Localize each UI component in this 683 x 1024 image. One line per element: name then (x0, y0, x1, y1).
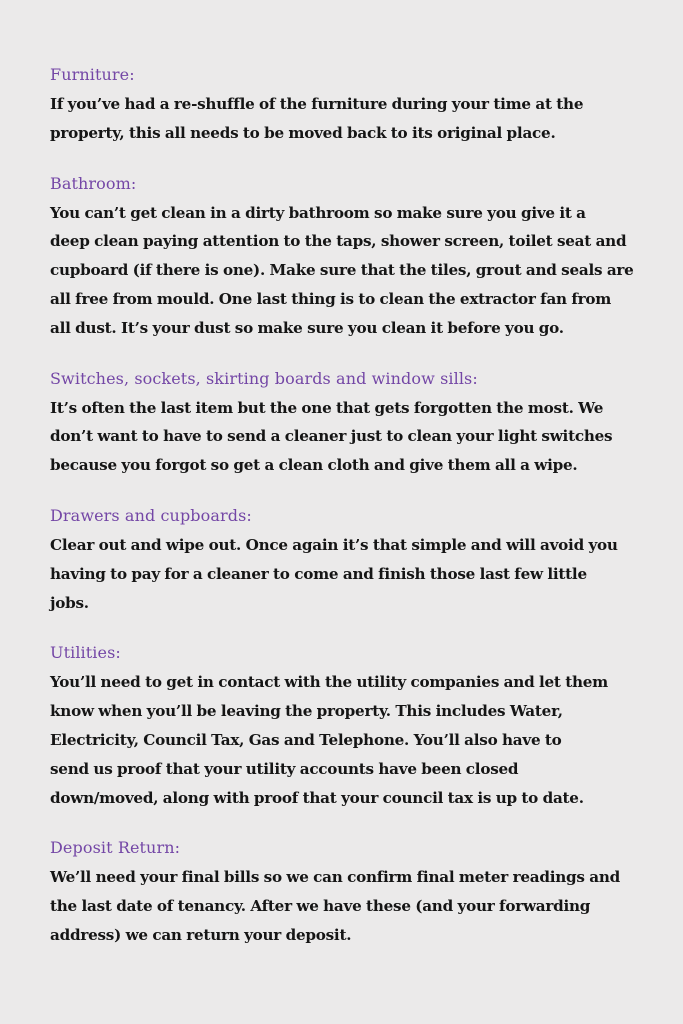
body-line: all free from mould. One last thing is to clean the extractor fan from (50, 289, 612, 308)
section-switches-sockets (50, 365, 643, 480)
body-line: send us proof that your utility accounts have been closed (50, 759, 519, 778)
section-heading: Drawers and cupboards: (50, 505, 252, 525)
section-body (50, 199, 643, 343)
body-line: jobs. (50, 593, 89, 612)
body-line: If you’ve had a re-shuffle of the furniture during your time at the (50, 95, 584, 113)
body-line: Electricity, Council Tax, Gas and Telephone. You’ll also have to (50, 730, 562, 749)
body-line: You’ll need to get in contact with the utility companies and let them (50, 673, 608, 692)
section-heading: Switches, sockets, skirting boards and window sills: (50, 368, 478, 388)
body-line: address) we can return your deposit. (50, 925, 352, 944)
body-line: down/moved, along with proof that your council tax is up to date. (50, 788, 584, 807)
section-deposit-return (50, 834, 643, 949)
body-line: deep clean paying attention to the taps, shower screen, toilet seat and (50, 232, 627, 251)
section-body (50, 90, 643, 148)
section-body (50, 668, 643, 812)
body-line: property, this all needs to be moved back to its original place. (50, 123, 556, 142)
section-body (50, 863, 643, 949)
body-line: You can’t get clean in a dirty bathroom so make sure you give it a (50, 203, 586, 222)
section-body (50, 394, 643, 480)
body-line: It’s often the last item but the one that gets forgotten the most. We (50, 398, 604, 417)
body-line: because you forgot so get a clean cloth and give them all a wipe. (50, 456, 578, 475)
section-heading: Utilities: (50, 643, 121, 663)
section-drawers-cupboards (50, 502, 643, 617)
body-line: know when you’ll be leaving the property. This includes Water, (50, 702, 563, 721)
section-body (50, 531, 643, 617)
body-line: the last date of tenancy. After we have these (and your forwarding (50, 897, 591, 916)
section-utilities (50, 639, 643, 812)
section-furniture (50, 61, 643, 148)
section-heading: Deposit Return: (50, 838, 181, 858)
body-line: all dust. It’s your dust so make sure you clean it before you go. (50, 318, 564, 337)
section-heading: Bathroom: (50, 173, 137, 193)
body-line: Clear out and wipe out. Once again it’s that simple and will avoid you (50, 535, 618, 554)
body-line: cupboard (if there is one). Make sure that the tiles, grout and seals are (50, 261, 634, 280)
body-line: having to pay for a cleaner to come and finish those last few little (50, 564, 587, 583)
section-heading: Furniture: (50, 65, 135, 84)
body-line: We’ll need your final bills so we can confirm final meter readings and (50, 868, 620, 887)
body-line: don’t want to have to send a cleaner just to clean your light switches (50, 427, 613, 446)
section-bathroom (50, 170, 643, 343)
